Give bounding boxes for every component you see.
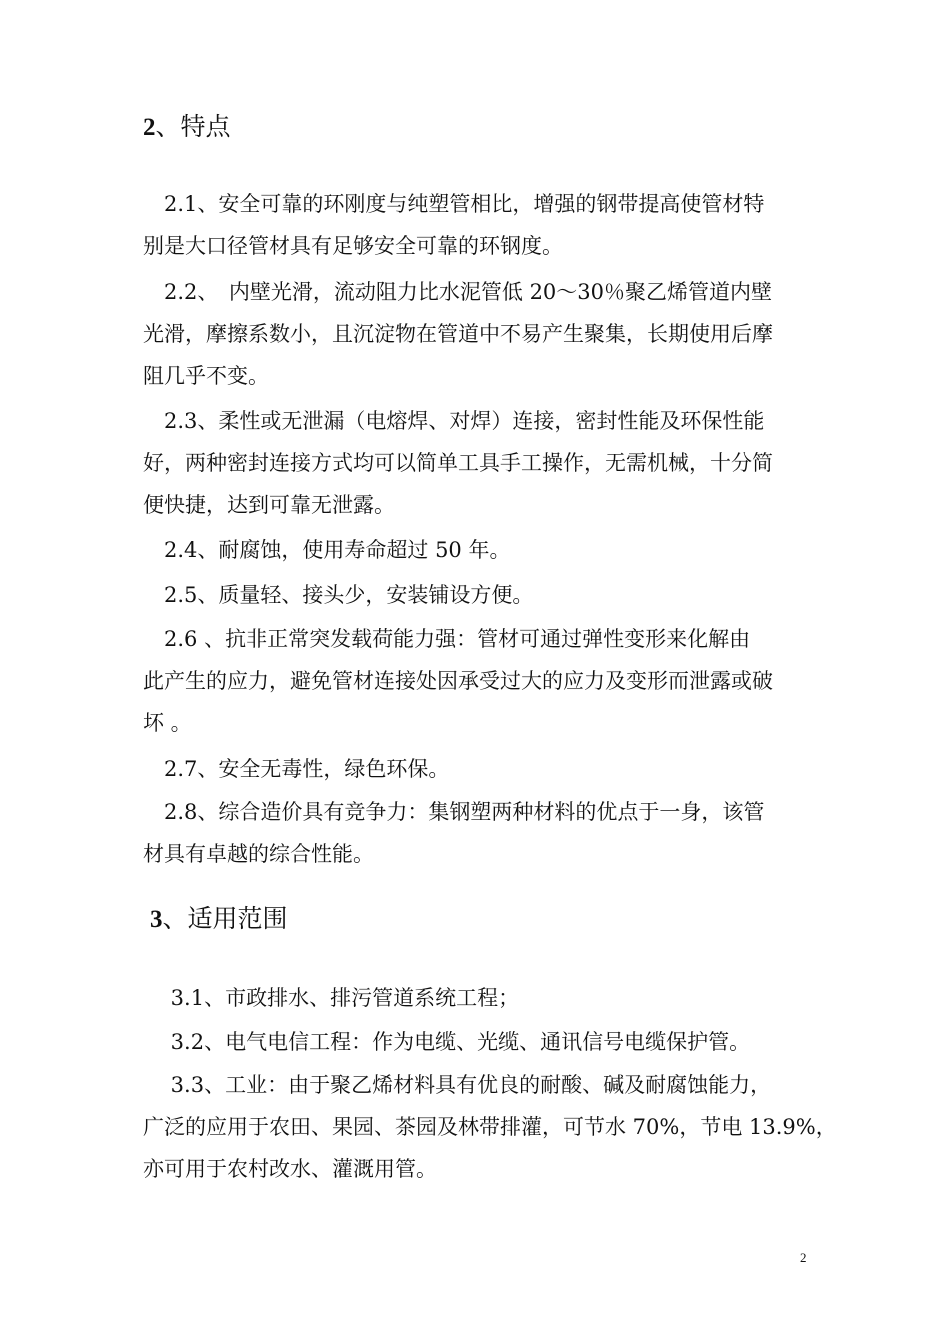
text-line: 亦可用于农村改水、灌溉用管。 (143, 1157, 437, 1181)
section-number: 3 (150, 906, 163, 933)
paragraph-2-6 (143, 618, 808, 744)
text-line: 3.2、电气电信工程：作为电缆、光缆、通讯信号电缆保护管。 (143, 1030, 751, 1054)
text-line: 2.8、综合造价具有竞争力：集钢塑两种材料的优点于一身，该管 (143, 800, 765, 824)
text-line: 2.4、耐腐蚀，使用寿命超过 50 年。 (143, 538, 511, 562)
paragraph-3-1 (143, 977, 808, 1019)
paragraph-2-4 (143, 529, 808, 571)
text-line: 2.3、柔性或无泄漏（电熔焊、对焊）连接，密封性能及环保性能 (143, 409, 765, 433)
section-number: 2 (143, 114, 156, 141)
paragraph-2-2 (143, 271, 808, 397)
page-number: 2 (800, 1250, 807, 1265)
text-line: 光滑，摩擦系数小，且沉淀物在管道中不易产生聚集，长期使用后摩 (143, 322, 773, 346)
text-line: 2.6 、抗非正常突发载荷能力强：管材可通过弹性变形来化解由 (143, 627, 751, 651)
text-line: 3.1、市政排水、排污管道系统工程； (143, 986, 520, 1010)
paragraph-2-8 (143, 791, 808, 875)
text-line: 广泛的应用于农田、果园、茶园及林带排灌，可节水 70%，节电 13.9%， (143, 1115, 837, 1139)
paragraph-2-7 (143, 748, 808, 790)
text-line: 2.7、安全无毒性，绿色环保。 (143, 757, 450, 781)
text-line: 别是大口径管材具有足够安全可靠的环钢度。 (143, 234, 563, 258)
paragraph-2-3 (143, 400, 808, 526)
text-line: 3.3、工业：由于聚乙烯材料具有优良的耐酸、碱及耐腐蚀能力， (143, 1073, 772, 1097)
text-line: 材具有卓越的综合性能。 (143, 842, 374, 866)
section-title: 、特点 (155, 112, 231, 141)
text-line: 2.2、 内壁光滑，流动阻力比水泥管低 20～30％聚乙烯管道内壁 (143, 280, 773, 304)
text-line: 2.5、质量轻、接头少，安装铺设方便。 (143, 583, 534, 607)
text-line: 便快捷，达到可靠无泄露。 (143, 493, 395, 517)
paragraph-2-5 (143, 574, 808, 616)
section-title: 、适用范围 (162, 904, 288, 933)
paragraph-3-3 (143, 1064, 837, 1190)
text-line: 好，两种密封连接方式均可以简单工具手工操作，无需机械，十分简 (143, 451, 773, 475)
section-heading-2 (143, 112, 231, 143)
paragraph-2-1 (143, 183, 808, 267)
text-line: 此产生的应力，避免管材连接处因承受过大的应力及变形而泄露或破 (143, 669, 773, 693)
paragraph-3-2 (143, 1021, 808, 1063)
text-line: 坏 。 (143, 711, 192, 735)
text-line: 阻几乎不变。 (143, 364, 269, 388)
section-heading-3 (150, 904, 288, 935)
text-line: 2.1、安全可靠的环刚度与纯塑管相比，增强的钢带提高使管材特 (143, 192, 765, 216)
